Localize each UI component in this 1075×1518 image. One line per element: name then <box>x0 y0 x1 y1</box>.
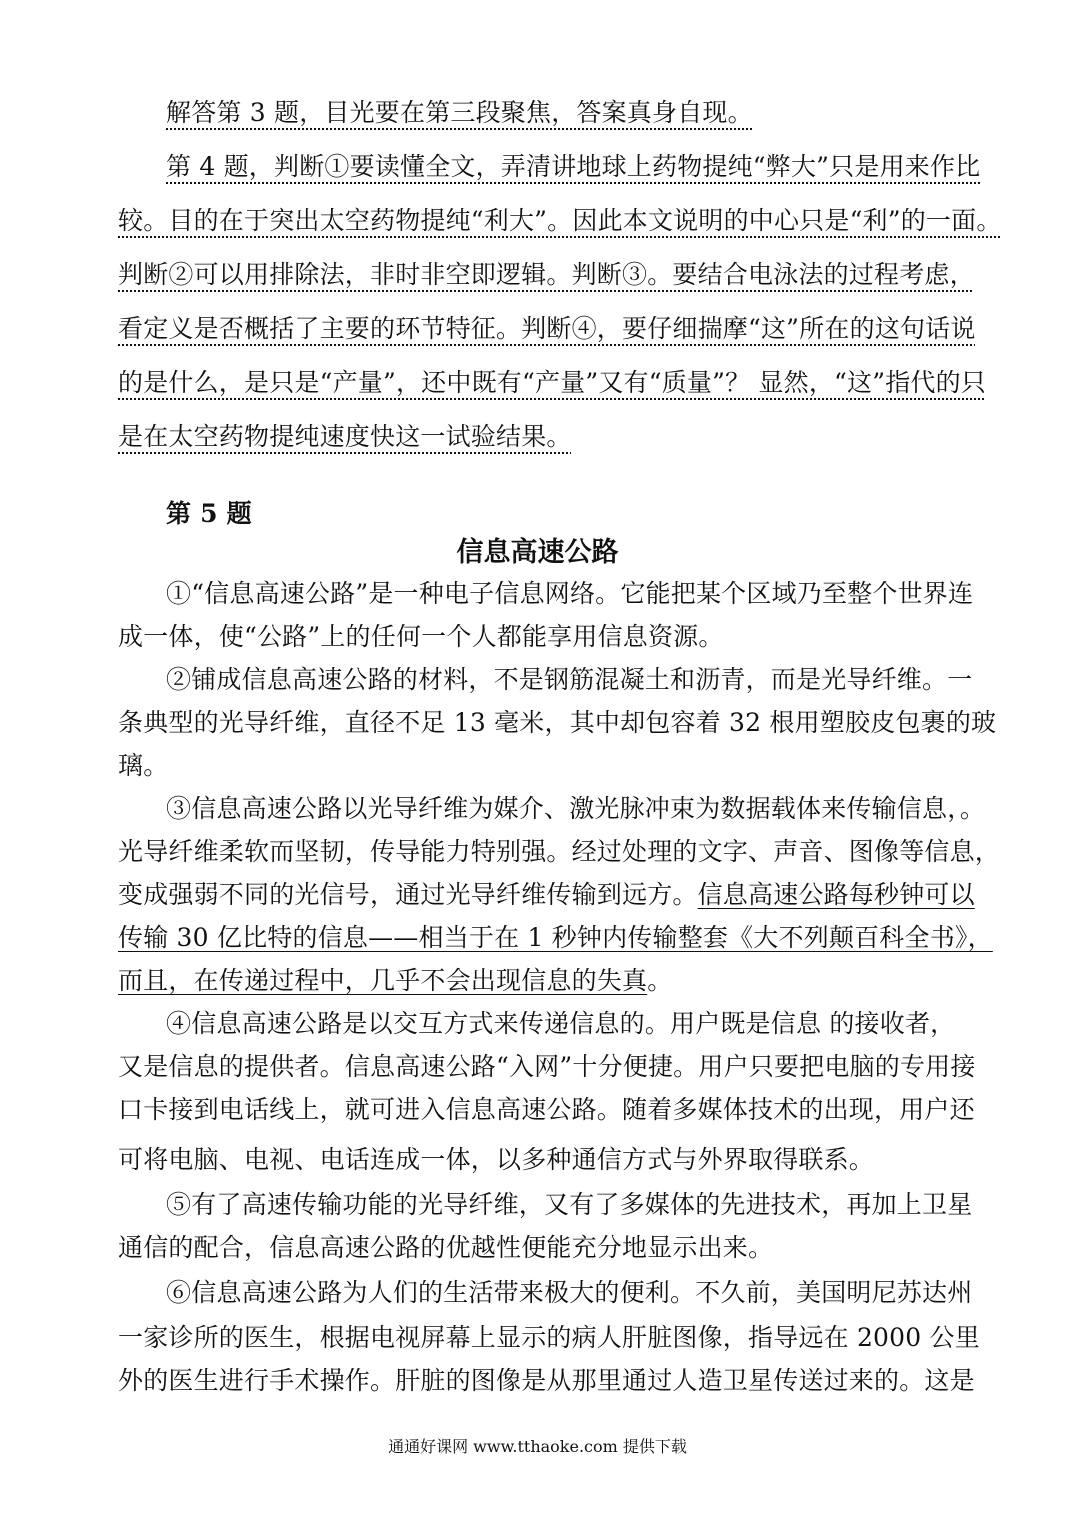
q4-analysis-line: 看定义是否概括了主要的环节特征。判断④，要仔细揣摩“这”所在的这句话说 <box>118 314 976 343</box>
paragraph-4-line: 又是信息的提供者。信息高速公路“入网”十分便捷。用户只要把电脑的专用接 <box>118 1052 976 1081</box>
paragraph-6-line: ⑥信息高速公路为人们的生活带来极大的便利。不久前，美国明尼苏达州 <box>166 1278 973 1307</box>
underlined-sentence: 传输 30 亿比特的信息——相当于在 1 秒钟内传输整套《大不列颠百科全书》， <box>118 923 993 952</box>
article-title: 信息高速公路 <box>456 537 619 568</box>
q4-analysis-line: 较。目的在于突出太空药物提纯“利大”。因此本文说明的中心只是“利”的一面。 <box>118 206 1002 235</box>
paragraph-1-line: 成一体，使“公路”上的任何一个人都能享用信息资源。 <box>118 622 724 651</box>
paragraph-1-line: ①“信息高速公路”是一种电子信息网络。它能把某个区域乃至整个世界连 <box>166 579 974 608</box>
paragraph-6-line: 外的医生进行手术操作。肝脏的图像是从那里通过人造卫星传送过来的。这是 <box>118 1366 975 1395</box>
underlined-sentence: 信息高速公路每秒钟可以 <box>697 880 975 909</box>
paragraph-5-line: ⑤有了高速传输功能的光导纤维，又有了多媒体的先进技术，再加上卫星 <box>166 1190 973 1219</box>
q3-analysis: 解答第 3 题，目光要在第三段聚焦，答案真身自现。 <box>166 98 753 127</box>
paragraph-2-line: 璃。 <box>118 751 169 780</box>
q4-analysis-line: 是在太空药物提纯速度快这一试验结果。 <box>118 422 572 451</box>
paragraph-4-line: 可将电脑、电视、电话连成一体，以多种通信方式与外界取得联系。 <box>118 1145 875 1174</box>
paragraph-4-line: 口卡接到电话线上，就可进入信息高速公路。随着多媒体技术的出现，用户还 <box>118 1095 975 1124</box>
paragraph-3-text: 变成强弱不同的光信号，通过光导纤维传输到远方。 <box>118 880 698 909</box>
paragraph-3-line <box>118 878 975 912</box>
q4-analysis-line: 第 4 题，判断①要读懂全文，弄清讲地球上药物提纯“弊大”只是用来作比 <box>166 152 981 181</box>
paragraph-2-line: ②铺成信息高速公路的材料，不是钢筋混凝土和沥青，而是光导纤维。一 <box>166 665 973 694</box>
paragraph-4-line: ④信息高速公路是以交互方式来传递信息的。用户既是信息 的接收者， <box>166 1009 956 1038</box>
paragraph-3-end: 。 <box>647 966 673 995</box>
paragraph-3-line: ③信息高速公路以光导纤维为媒介、激光脉冲束为数据载体来传输信息，。 <box>166 794 986 823</box>
page-footer: 通通好课网 www.tthaoke.com 提供下载 <box>388 1437 687 1456</box>
q4-analysis-line: 判断②可以用排除法，非时非空即逻辑。判断③。要结合电泳法的过程考虑， <box>118 260 975 289</box>
underlined-sentence: 而且，在传递过程中，几乎不会出现信息的失真 <box>118 966 648 995</box>
paragraph-5-line: 通信的配合，信息高速公路的优越性便能充分地显示出来。 <box>118 1233 774 1262</box>
q4-analysis-line: 的是什么，是只是“产量”，还中既有“产量”又有“质量”？ 显然，“这”指代的只 <box>118 368 986 397</box>
paragraph-2-line: 条典型的光导纤维，直径不足 13 毫米，其中却包容着 32 根用塑胶皮包裹的玻 <box>118 708 997 737</box>
paragraph-3-line <box>118 964 960 998</box>
paragraph-3-line: 光导纤维柔软而坚韧，传导能力特别强。经过处理的文字、声音、图像等信息， <box>118 837 1001 866</box>
paragraph-6-line: 一家诊所的医生，根据电视屏幕上显示的病人肝脏图像，指导远在 2000 公里 <box>118 1323 980 1352</box>
question5-label: 第 5 题 <box>166 499 252 528</box>
